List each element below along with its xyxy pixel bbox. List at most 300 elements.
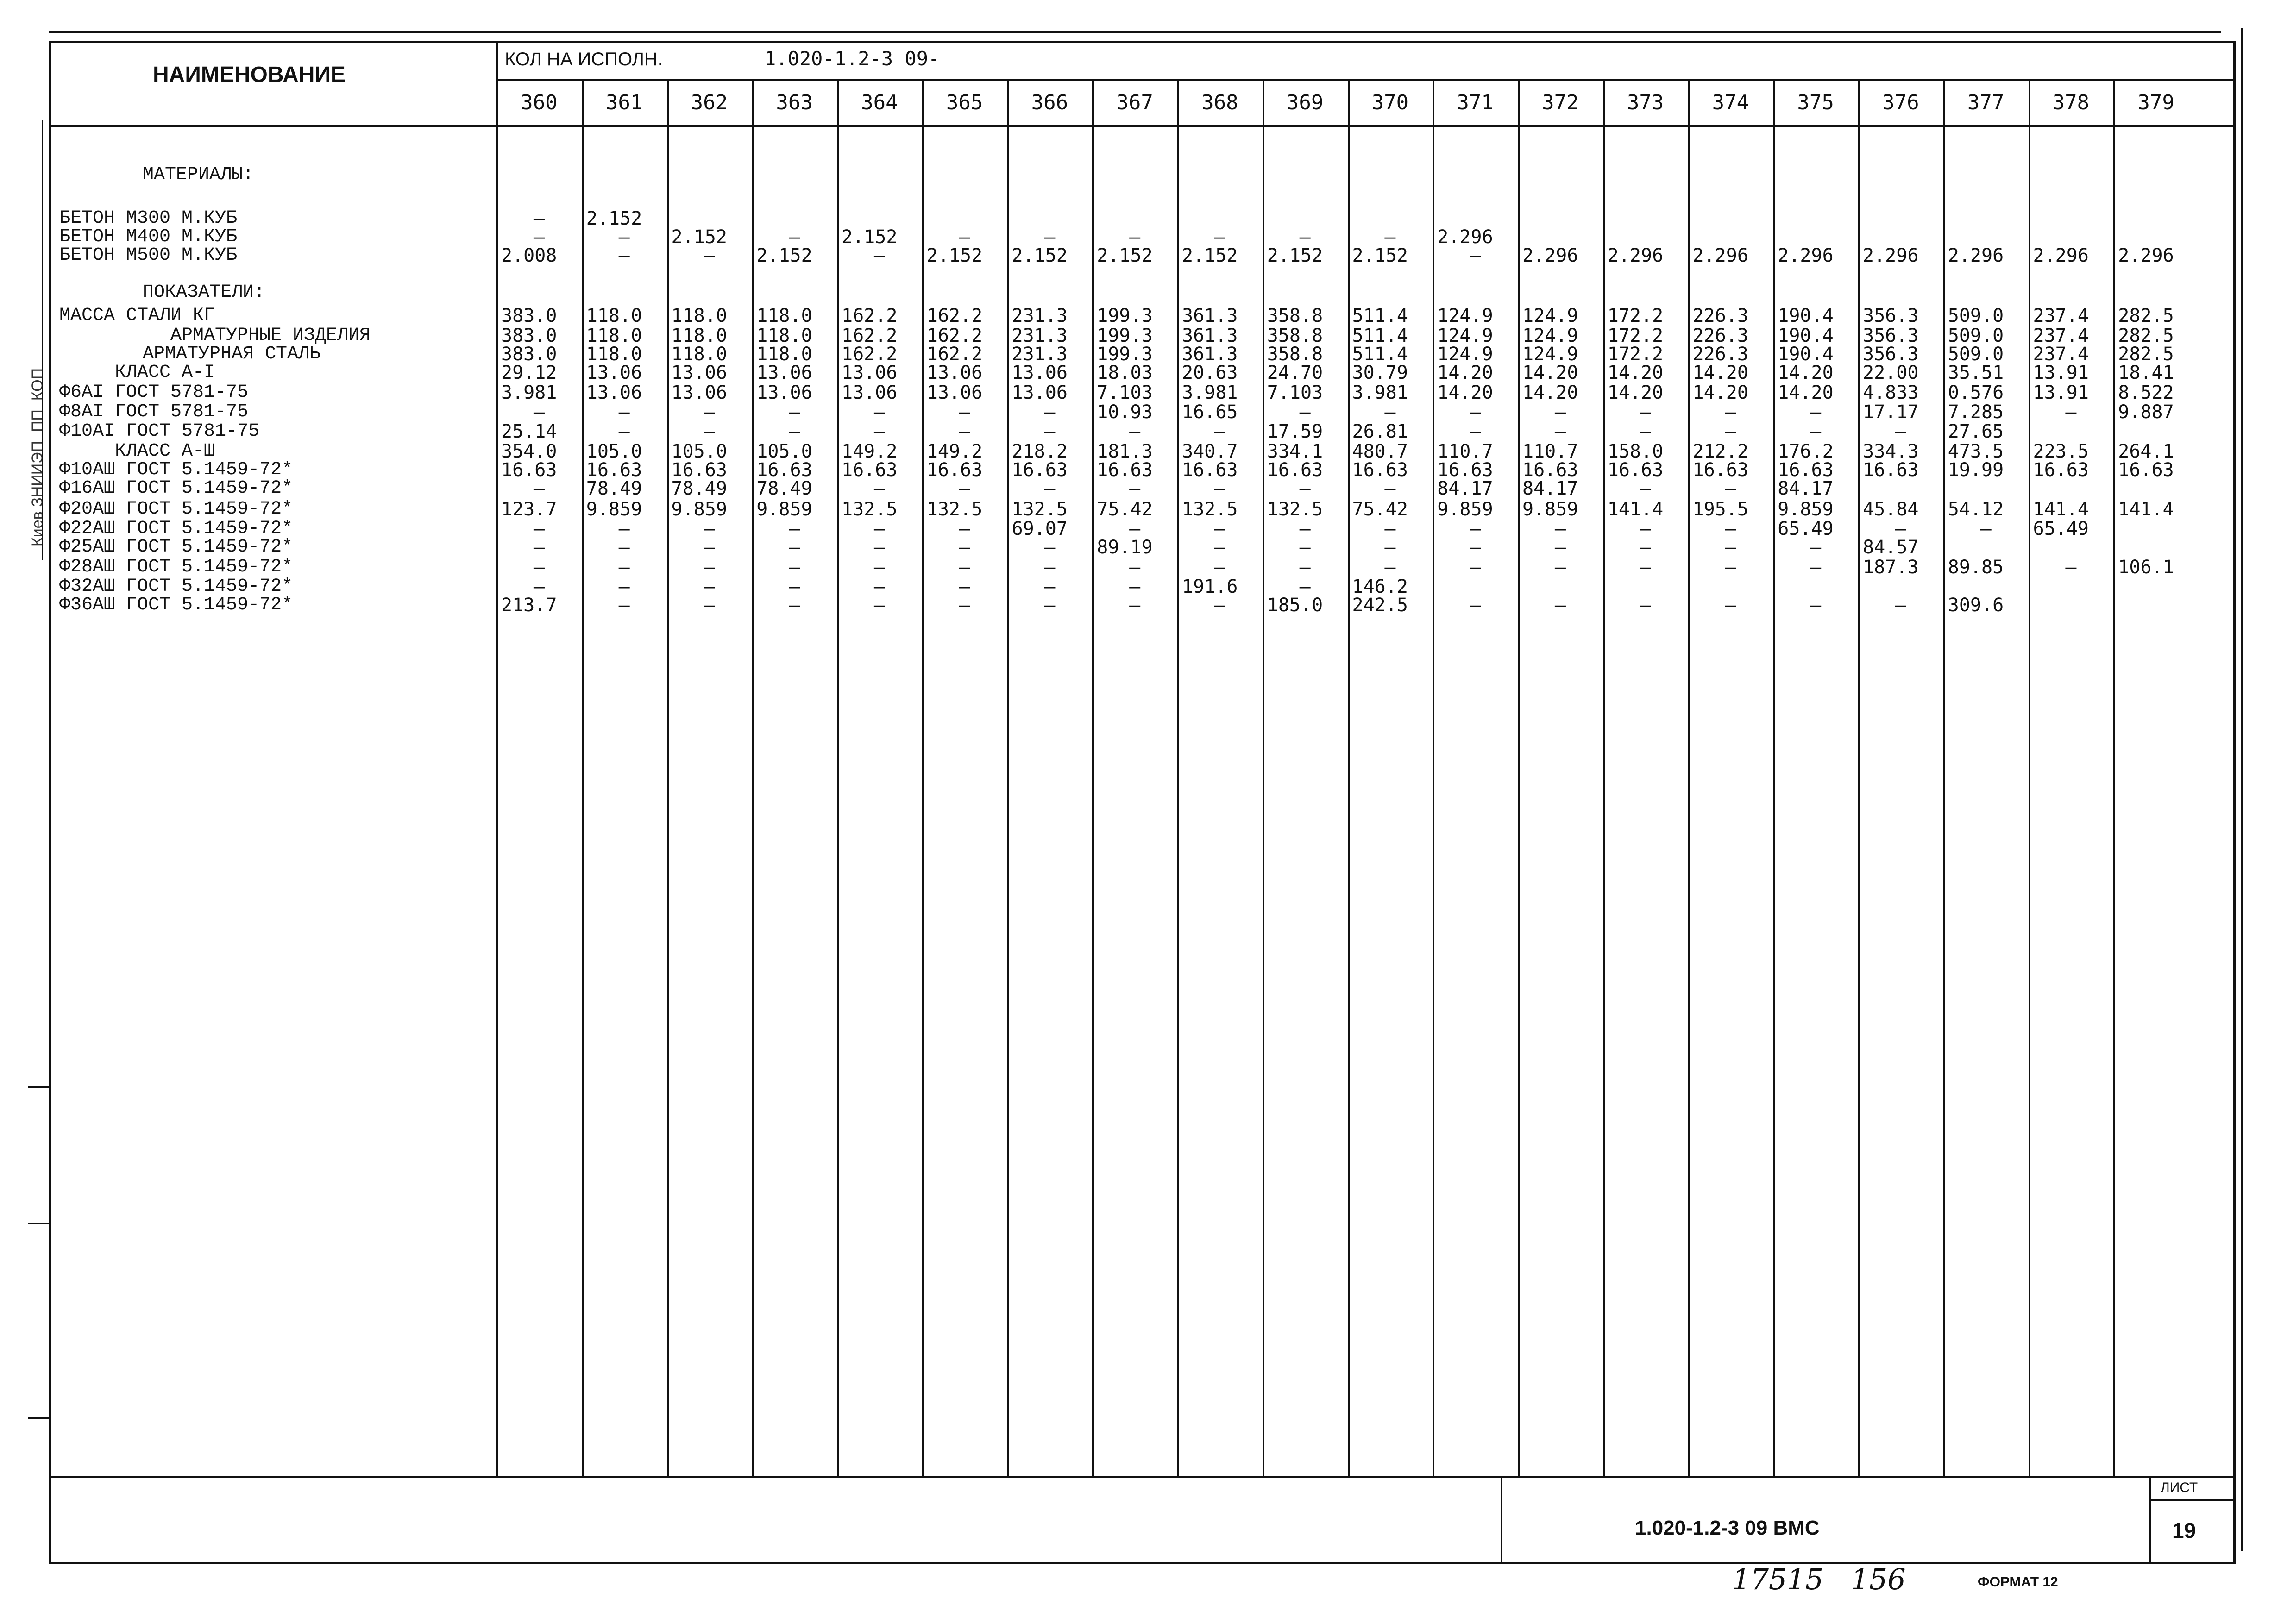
- table-cell: –: [959, 421, 970, 442]
- table-cell: 9.859: [1778, 499, 1834, 520]
- table-cell: 118.0: [586, 325, 642, 346]
- row-label: КЛАСС А-I: [115, 362, 215, 383]
- table-cell: 118.0: [756, 344, 812, 365]
- table-cell: 172.2: [1607, 344, 1664, 365]
- column-divider: [1177, 79, 1179, 1476]
- table-cell: 2.152: [842, 226, 898, 248]
- table-cell: 187.3: [1863, 557, 1919, 578]
- column-divider: [1688, 79, 1690, 1476]
- table-cell: 89.85: [1948, 557, 2004, 578]
- table-cell: 13.06: [756, 382, 812, 403]
- column-number: 368: [1201, 91, 1238, 114]
- table-cell: 511.4: [1352, 344, 1408, 365]
- table-cell: 14.20: [1607, 382, 1664, 403]
- table-cell: 361.3: [1182, 305, 1238, 326]
- table-cell: 14.20: [1692, 362, 1748, 383]
- table-cell: –: [789, 595, 800, 616]
- table-cell: –: [1725, 537, 1736, 558]
- handwritten-number: 17515 156: [1732, 1562, 1906, 1596]
- table-cell: 162.2: [842, 305, 898, 326]
- table-cell: 282.5: [2118, 305, 2174, 326]
- table-cell: –: [1044, 478, 1056, 499]
- table-cell: –: [1725, 401, 1736, 423]
- row-label: Ф16АШ ГОСТ 5.1459-72*: [59, 478, 293, 499]
- table-cell: –: [2065, 557, 2077, 578]
- table-cell: 124.9: [1437, 325, 1493, 346]
- table-cell: 118.0: [586, 305, 642, 326]
- column-divider: [1263, 79, 1264, 1476]
- table-cell: –: [1129, 557, 1141, 578]
- table-cell: –: [1044, 401, 1056, 423]
- table-cell: 231.3: [1012, 305, 1068, 326]
- table-cell: 7.103: [1097, 382, 1153, 403]
- table-cell: 190.4: [1778, 325, 1834, 346]
- table-cell: 118.0: [671, 305, 727, 326]
- margin-stamp: Киев ЗНИИЭП ПП КОП: [29, 368, 46, 546]
- table-cell: 69.07: [1012, 518, 1068, 539]
- sheet-divider: [2149, 1476, 2151, 1564]
- table-cell: –: [1470, 557, 1481, 578]
- table-cell: –: [1980, 518, 1992, 539]
- table-cell: –: [959, 537, 970, 558]
- row-label: Ф10АШ ГОСТ 5.1459-72*: [59, 459, 293, 480]
- table-cell: 13.06: [926, 362, 983, 383]
- table-cell: –: [873, 401, 885, 423]
- table-cell: 282.5: [2118, 325, 2174, 346]
- column-number: 360: [521, 91, 558, 114]
- table-cell: 195.5: [1692, 499, 1748, 520]
- table-cell: –: [1384, 518, 1396, 539]
- table-cell: –: [2065, 401, 2077, 423]
- table-cell: 361.3: [1182, 325, 1238, 346]
- table-cell: 29.12: [501, 362, 557, 383]
- table-cell: 16.63: [1607, 459, 1664, 481]
- table-cell: 16.63: [1863, 459, 1919, 481]
- table-cell: –: [873, 595, 885, 616]
- sheet-label-line: [2149, 1499, 2236, 1501]
- table-cell: –: [1299, 401, 1311, 423]
- table-cell: 16.63: [586, 459, 642, 481]
- table-cell: 75.42: [1352, 499, 1408, 520]
- margin-tick: [28, 1223, 49, 1224]
- table-cell: 9.859: [1437, 499, 1493, 520]
- table-cell: –: [1044, 421, 1056, 442]
- table-cell: 162.2: [842, 325, 898, 346]
- table-cell: 383.0: [501, 344, 557, 365]
- table-cell: 26.81: [1352, 421, 1408, 442]
- table-cell: 2.296: [1692, 245, 1748, 266]
- table-cell: 16.65: [1182, 401, 1238, 423]
- row-label: АРМАТУРНЫЕ ИЗДЕЛИЯ: [170, 325, 371, 346]
- column-divider: [667, 79, 669, 1476]
- table-cell: 2.296: [1863, 245, 1919, 266]
- table-cell: 84.57: [1863, 537, 1919, 558]
- table-cell: 27.65: [1948, 421, 2004, 442]
- table-cell: 9.859: [756, 499, 812, 520]
- table-cell: 191.6: [1182, 576, 1238, 597]
- table-cell: 14.20: [1437, 362, 1493, 383]
- table-cell: –: [1470, 595, 1481, 616]
- table-cell: –: [1810, 421, 1822, 442]
- table-cell: 2.152: [926, 245, 983, 266]
- table-cell: 16.63: [926, 459, 983, 481]
- table-cell: –: [704, 595, 715, 616]
- sheet-number: 19: [2172, 1518, 2196, 1542]
- table-cell: –: [789, 576, 800, 597]
- margin-tick: [28, 1417, 49, 1419]
- table-cell: –: [618, 226, 630, 248]
- table-cell: 190.4: [1778, 305, 1834, 326]
- column-number: 364: [861, 91, 898, 114]
- column-divider: [1943, 79, 1945, 1476]
- table-cell: 172.2: [1607, 325, 1664, 346]
- table-cell: –: [533, 576, 545, 597]
- series-code: 1.020-1.2-3 09-: [764, 47, 940, 70]
- table-cell: 132.5: [842, 499, 898, 520]
- column-number: 365: [946, 91, 983, 114]
- table-cell: 118.0: [586, 344, 642, 365]
- column-divider: [1773, 79, 1775, 1476]
- table-cell: 356.3: [1863, 305, 1919, 326]
- table-cell: –: [618, 576, 630, 597]
- table-cell: 511.4: [1352, 305, 1408, 326]
- column-number: 363: [776, 91, 813, 114]
- table-cell: –: [704, 245, 715, 266]
- table-cell: 14.20: [1692, 382, 1748, 403]
- table-cell: 2.296: [1607, 245, 1664, 266]
- table-cell: 0.576: [1948, 382, 2004, 403]
- table-cell: 473.5: [1948, 441, 2004, 462]
- table-cell: 24.70: [1267, 362, 1323, 383]
- table-cell: –: [789, 226, 800, 248]
- table-cell: –: [789, 537, 800, 558]
- table-cell: 212.2: [1692, 441, 1748, 462]
- table-cell: –: [1299, 226, 1311, 248]
- row-label: ПОКАЗАТЕЛИ:: [143, 282, 265, 303]
- table-cell: 199.3: [1097, 305, 1153, 326]
- row-label: Ф25АШ ГОСТ 5.1459-72*: [59, 537, 293, 558]
- column-number: 366: [1031, 91, 1068, 114]
- table-cell: 231.3: [1012, 325, 1068, 346]
- table-cell: 172.2: [1607, 305, 1664, 326]
- table-cell: –: [1725, 421, 1736, 442]
- table-cell: 132.5: [1012, 499, 1068, 520]
- table-cell: –: [1640, 421, 1651, 442]
- table-cell: 334.1: [1267, 441, 1323, 462]
- table-cell: 78.49: [756, 478, 812, 499]
- table-cell: 141.4: [2118, 499, 2174, 520]
- row-label: БЕТОН М400 М.КУБ: [59, 226, 238, 247]
- table-cell: –: [1129, 595, 1141, 616]
- table-cell: 162.2: [842, 344, 898, 365]
- table-cell: 35.51: [1948, 362, 2004, 383]
- table-cell: –: [1470, 401, 1481, 423]
- column-number: 370: [1371, 91, 1409, 114]
- table-cell: –: [1640, 537, 1651, 558]
- table-cell: 16.63: [1437, 459, 1493, 481]
- column-number: 379: [2137, 91, 2174, 114]
- table-cell: 237.4: [2033, 325, 2089, 346]
- table-cell: 2.152: [1097, 245, 1153, 266]
- table-cell: –: [959, 518, 970, 539]
- table-cell: 13.06: [671, 382, 727, 403]
- table-cell: 30.79: [1352, 362, 1408, 383]
- header-mid-line: [496, 79, 2236, 81]
- table-cell: 2.152: [586, 208, 642, 229]
- table-cell: 190.4: [1778, 344, 1834, 365]
- table-cell: 223.5: [2033, 441, 2089, 462]
- qty-label: КОЛ НА ИСПОЛН.: [505, 49, 663, 69]
- table-cell: –: [1895, 518, 1906, 539]
- table-cell: 2.296: [2118, 245, 2174, 266]
- table-cell: 358.8: [1267, 325, 1323, 346]
- column-divider: [2029, 79, 2030, 1476]
- table-cell: 14.20: [1778, 382, 1834, 403]
- table-cell: –: [789, 401, 800, 423]
- table-cell: 3.981: [1182, 382, 1238, 403]
- table-cell: –: [618, 401, 630, 423]
- table-cell: 14.20: [1437, 382, 1493, 403]
- table-cell: 78.49: [671, 478, 727, 499]
- table-cell: –: [1810, 537, 1822, 558]
- column-divider: [1433, 79, 1434, 1476]
- table-cell: 242.5: [1352, 595, 1408, 616]
- table-cell: 16.63: [1097, 459, 1153, 481]
- margin-tick: [28, 1086, 49, 1088]
- table-cell: –: [1725, 478, 1736, 499]
- table-cell: 176.2: [1778, 441, 1834, 462]
- column-number: 376: [1882, 91, 1919, 114]
- table-cell: –: [618, 518, 630, 539]
- table-cell: 213.7: [501, 595, 557, 616]
- table-cell: 13.06: [842, 382, 898, 403]
- table-cell: –: [1470, 518, 1481, 539]
- row-label: БЕТОН М300 М.КУБ: [59, 208, 238, 229]
- column-divider: [837, 79, 839, 1476]
- table-cell: 3.981: [501, 382, 557, 403]
- table-cell: –: [1384, 401, 1396, 423]
- table-cell: 199.3: [1097, 325, 1153, 346]
- table-cell: –: [873, 537, 885, 558]
- table-cell: 149.2: [926, 441, 983, 462]
- column-number: 373: [1627, 91, 1664, 114]
- header-top-line: [49, 41, 2236, 43]
- table-cell: 264.1: [2118, 441, 2174, 462]
- table-cell: 340.7: [1182, 441, 1238, 462]
- column-divider: [752, 79, 754, 1476]
- table-cell: –: [1470, 245, 1481, 266]
- table-cell: –: [1554, 557, 1566, 578]
- name-divider: [496, 41, 498, 1476]
- table-cell: –: [1129, 421, 1141, 442]
- table-cell: 10.93: [1097, 401, 1153, 423]
- table-cell: 16.63: [842, 459, 898, 481]
- table-cell: –: [959, 595, 970, 616]
- header-bottom-line: [49, 125, 2236, 127]
- table-cell: 2.296: [2033, 245, 2089, 266]
- table-cell: –: [1470, 537, 1481, 558]
- column-divider: [2113, 79, 2115, 1476]
- table-cell: 17.17: [1863, 401, 1919, 423]
- table-cell: 16.63: [1012, 459, 1068, 481]
- table-cell: 124.9: [1437, 305, 1493, 326]
- table-cell: –: [1554, 401, 1566, 423]
- table-cell: –: [1554, 595, 1566, 616]
- table-cell: –: [1384, 226, 1396, 248]
- name-column-title: НАИМЕНОВАНИЕ: [153, 63, 346, 87]
- table-cell: –: [618, 537, 630, 558]
- table-cell: 13.06: [671, 362, 727, 383]
- format-label: ФОРМАТ 12: [1978, 1574, 2058, 1590]
- table-cell: –: [1640, 557, 1651, 578]
- column-divider: [1518, 79, 1520, 1476]
- column-number: 374: [1712, 91, 1749, 114]
- table-cell: 16.63: [2033, 459, 2089, 481]
- table-cell: –: [1299, 576, 1311, 597]
- table-cell: 124.9: [1522, 344, 1578, 365]
- table-cell: –: [1129, 226, 1141, 248]
- table-cell: 124.9: [1522, 325, 1578, 346]
- table-cell: 132.5: [926, 499, 983, 520]
- table-cell: 162.2: [926, 325, 983, 346]
- table-cell: 4.833: [1863, 382, 1919, 403]
- table-cell: 162.2: [926, 305, 983, 326]
- table-cell: –: [1640, 478, 1651, 499]
- table-cell: –: [1299, 557, 1311, 578]
- table-cell: –: [789, 557, 800, 578]
- table-cell: –: [1214, 518, 1225, 539]
- table-cell: 7.103: [1267, 382, 1323, 403]
- table-cell: –: [1129, 478, 1141, 499]
- column-number: 377: [1967, 91, 2005, 114]
- table-cell: –: [1044, 557, 1056, 578]
- table-cell: 509.0: [1948, 344, 2004, 365]
- table-cell: 25.14: [501, 421, 557, 442]
- table-cell: 16.63: [1522, 459, 1578, 481]
- table-cell: –: [1129, 576, 1141, 597]
- row-label: Ф10АI ГОСТ 5781-75: [59, 421, 260, 442]
- table-cell: –: [1214, 421, 1225, 442]
- table-cell: 2.296: [1522, 245, 1578, 266]
- table-cell: 13.06: [926, 382, 983, 403]
- sheet-label: ЛИСТ: [2161, 1480, 2198, 1495]
- table-cell: –: [533, 226, 545, 248]
- table-cell: –: [1129, 518, 1141, 539]
- table-cell: 84.17: [1522, 478, 1578, 499]
- table-cell: 13.06: [842, 362, 898, 383]
- table-cell: 9.859: [1522, 499, 1578, 520]
- table-cell: –: [704, 421, 715, 442]
- table-cell: 231.3: [1012, 344, 1068, 365]
- table-cell: 2.152: [671, 226, 727, 248]
- table-cell: –: [873, 576, 885, 597]
- column-divider: [922, 79, 924, 1476]
- table-cell: 185.0: [1267, 595, 1323, 616]
- table-cell: –: [1554, 537, 1566, 558]
- column-number: 361: [605, 91, 643, 114]
- table-cell: 106.1: [2118, 557, 2174, 578]
- table-cell: 8.522: [2118, 382, 2174, 403]
- table-cell: 22.00: [1863, 362, 1919, 383]
- table-cell: 89.19: [1097, 537, 1153, 558]
- table-cell: 13.06: [586, 382, 642, 403]
- table-cell: 2.152: [1352, 245, 1408, 266]
- table-cell: –: [1895, 421, 1906, 442]
- table-cell: 14.20: [1778, 362, 1834, 383]
- table-cell: –: [618, 557, 630, 578]
- table-cell: –: [533, 537, 545, 558]
- table-cell: 124.9: [1437, 344, 1493, 365]
- row-label: Ф22АШ ГОСТ 5.1459-72*: [59, 518, 293, 539]
- table-cell: –: [618, 595, 630, 616]
- table-cell: –: [789, 421, 800, 442]
- table-cell: 65.49: [1778, 518, 1834, 539]
- table-cell: 9.887: [2118, 401, 2174, 423]
- table-cell: –: [533, 478, 545, 499]
- table-cell: –: [704, 401, 715, 423]
- table-cell: 7.285: [1948, 401, 2004, 423]
- table-cell: 356.3: [1863, 325, 1919, 346]
- table-cell: –: [1044, 537, 1056, 558]
- table-cell: –: [533, 208, 545, 229]
- table-cell: 181.3: [1097, 441, 1153, 462]
- table-cell: 105.0: [756, 441, 812, 462]
- table-cell: 118.0: [756, 305, 812, 326]
- table-cell: –: [1554, 421, 1566, 442]
- table-cell: –: [1044, 576, 1056, 597]
- table-cell: –: [1810, 401, 1822, 423]
- table-cell: 149.2: [842, 441, 898, 462]
- table-cell: –: [1384, 557, 1396, 578]
- table-cell: –: [789, 518, 800, 539]
- table-cell: 356.3: [1863, 344, 1919, 365]
- table-cell: 358.8: [1267, 344, 1323, 365]
- row-label: Ф6АI ГОСТ 5781-75: [59, 382, 249, 403]
- table-cell: 123.7: [501, 499, 557, 520]
- table-cell: 162.2: [926, 344, 983, 365]
- table-cell: –: [959, 401, 970, 423]
- table-cell: –: [1299, 478, 1311, 499]
- table-cell: –: [704, 576, 715, 597]
- table-cell: 158.0: [1607, 441, 1664, 462]
- table-cell: 16.63: [501, 459, 557, 481]
- table-cell: 84.17: [1778, 478, 1834, 499]
- column-divider: [1858, 79, 1860, 1476]
- table-cell: 110.7: [1522, 441, 1578, 462]
- table-cell: 237.4: [2033, 344, 2089, 365]
- table-cell: –: [1384, 537, 1396, 558]
- table-cell: 218.2: [1012, 441, 1068, 462]
- table-cell: 18.03: [1097, 362, 1153, 383]
- table-cell: –: [1214, 595, 1225, 616]
- table-cell: 2.152: [1182, 245, 1238, 266]
- table-cell: –: [1640, 518, 1651, 539]
- table-cell: 105.0: [586, 441, 642, 462]
- table-cell: 14.20: [1522, 362, 1578, 383]
- table-cell: 2.152: [1012, 245, 1068, 266]
- table-cell: –: [533, 557, 545, 578]
- row-label: КЛАСС А-Ш: [115, 441, 215, 462]
- column-number: 371: [1457, 91, 1494, 114]
- table-cell: –: [704, 537, 715, 558]
- table-cell: 16.63: [756, 459, 812, 481]
- table-cell: –: [1299, 537, 1311, 558]
- table-cell: 14.20: [1607, 362, 1664, 383]
- table-cell: –: [704, 518, 715, 539]
- table-cell: 309.6: [1948, 595, 2004, 616]
- row-label: Ф28АШ ГОСТ 5.1459-72*: [59, 557, 293, 577]
- table-cell: –: [1810, 557, 1822, 578]
